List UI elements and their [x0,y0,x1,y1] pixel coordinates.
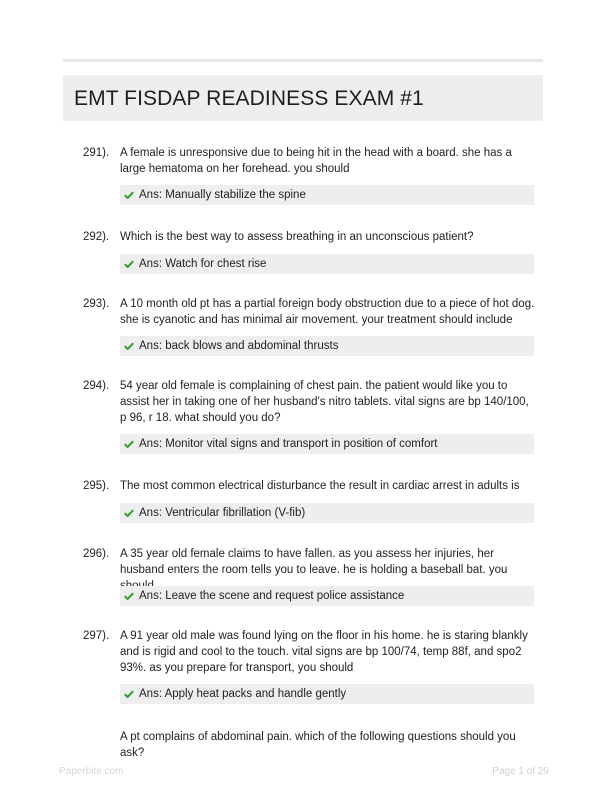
answer-text: Ans: Ventricular fibrillation (V-fib) [139,507,306,519]
answer-text: Ans: Monitor vital signs and transport in position of comfort [139,438,438,450]
question-number: 296). [83,548,110,560]
answer-box [120,254,534,274]
answer-text: Ans: back blows and abdominal thrusts [139,340,339,352]
answer-box [120,684,534,704]
answer-text: Ans: Manually stabilize the spine [139,189,306,201]
question-number: 297). [83,630,110,642]
question-number: 294). [83,380,110,392]
answer-box [120,336,534,356]
question-text: A 91 year old male was found lying on the floor in his home. he is staring blankly and is rigid and cool to the touch. vital signs are bp 100/74, temp 88f, and spo2 93%. as you prepare for transport, you should [120,630,528,674]
question-number: 295). [83,480,110,492]
question-text: 54 year old female is complaining of chest pain. the patient would like you to assist her in taking one of her husband's nitro tablets. vital signs are bp 140/100, p 96, r 18. what should you do? [120,380,529,424]
answer-text: Ans: Apply heat packs and handle gently [139,688,347,700]
check-icon [124,191,134,199]
answer-box [120,185,534,205]
question-text: A female is unresponsive due to being hit in the head with a board. she has a large hematoma on her forehead. you should [120,147,512,175]
answer-text: Ans: Leave the scene and request police assistance [139,590,405,602]
question-number: 293). [83,298,110,310]
question-text: The most common electrical disturbance the result in cardiac arrest in adults is [120,480,520,492]
check-icon [124,592,134,600]
page-title: EMT FISDAP READINESS EXAM #1 [74,87,424,110]
answer-box [120,434,534,454]
title-bar [63,75,543,121]
answer-text: Ans: Watch for chest rise [139,258,267,270]
answer-box [120,586,534,606]
check-icon [124,690,134,698]
question-text: A 35 year old female claims to have fallen. as you assess her injuries, her husband enters the room tells you to leave. he is holding a baseball bat. you [120,548,508,576]
check-icon [124,260,134,268]
trailing-question-text: A pt complains of abdominal pain. which of the following questions should you ask? [120,731,516,759]
check-icon [124,440,134,448]
question-number: 292). [83,231,110,243]
page-number: Page 1 of 29 [492,766,549,777]
question-text: A 10 month old pt has a partial foreign body obstruction due to a piece of hot dog. she is cyanotic and has minimal air movement. your treatment should include [120,298,535,326]
check-icon [124,342,134,350]
check-icon [124,509,134,517]
question-number: 291). [83,147,110,159]
footer-site-watermark: Paperbite.com [59,766,124,777]
answer-box [120,503,534,523]
question-text: Which is the best way to assess breathing in an unconscious patient? [120,231,474,243]
top-divider [63,59,543,62]
